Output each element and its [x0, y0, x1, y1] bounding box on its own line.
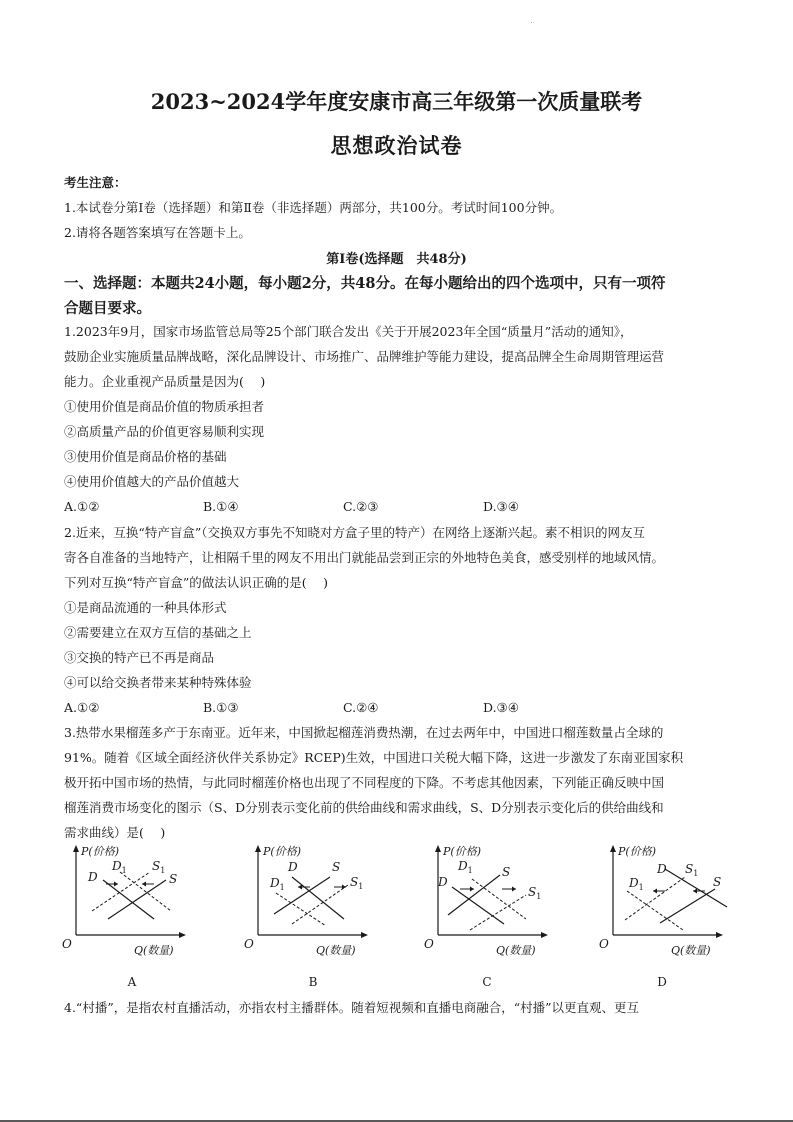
- shift-arrow-supply: [142, 882, 154, 887]
- question-stem: 能力。企业重视产品质量是因为( ): [64, 374, 266, 389]
- label-s1: $S_1$: [528, 885, 542, 901]
- origin-label: O: [424, 937, 434, 951]
- statement: ①使用价值是商品价值的物质承担者: [64, 399, 265, 414]
- label-s: S: [713, 875, 722, 889]
- question-stem: 91%。随着《区域全面经济伙伴关系协定》RCEP)生效，中国进口关税大幅下降，这进一步激发了东南亚国家积: [64, 750, 684, 765]
- axes: [255, 845, 368, 938]
- option-b: B.①④: [203, 499, 239, 514]
- label-s1: $S_1$: [685, 862, 699, 878]
- question-4-stem: 4.“村播”，是指农村直播活动，亦指农村主播群体。随着短视频和直播电商融合，“村播”以更直观、更互: [64, 1000, 639, 1015]
- graph-a: [62, 843, 248, 957]
- demand-curve-d1: [472, 879, 526, 919]
- x-axis-label: Q(数量): [316, 944, 356, 957]
- option-d: D.③④: [483, 700, 519, 715]
- supply-curve-s1: [292, 885, 348, 924]
- section-heading: 第Ⅰ卷(选择题 共48分): [326, 252, 467, 267]
- y-axis-label: P(价格): [81, 845, 119, 858]
- label-d: D: [438, 875, 448, 889]
- origin-label: O: [244, 937, 254, 951]
- question-stem: 需求曲线）是( ): [64, 825, 166, 840]
- question-stem: 3.热带水果榴莲多产于东南亚。近年来，中国掀起榴莲消费热潮，在过去两年中，中国进口榴莲数量占全球的: [64, 725, 664, 740]
- label-d1: $D_1$: [270, 876, 285, 892]
- x-axis-label: Q(数量): [496, 944, 536, 957]
- origin-label: O: [599, 937, 609, 951]
- option-c: C.②④: [343, 700, 379, 715]
- exam-title: 2023~2024学年度安康市高三年级第一次质量联考: [150, 89, 643, 114]
- label-s1: $S_1$: [152, 859, 166, 875]
- axes: [73, 845, 186, 938]
- option-d: D.③④: [483, 499, 519, 514]
- supply-demand-diagram: [62, 843, 248, 957]
- graph-option-label: A: [127, 975, 137, 989]
- graph-b: [244, 843, 430, 957]
- shift-arrow-demand: [106, 882, 118, 887]
- supply-curve-s: [660, 889, 715, 923]
- option-b: B.①③: [203, 700, 239, 715]
- label-s: S: [502, 865, 511, 879]
- statement: ②需要建立在双方互信的基础之上: [64, 625, 252, 640]
- question-stem: 鼓励企业实施质量品牌战略，深化品牌设计、市场推广、品牌维护等能力建设，提高品牌全生命周期管理运营: [64, 349, 665, 364]
- origin-label: O: [62, 937, 72, 951]
- label-s1: $S_1$: [350, 875, 364, 891]
- statement: ③交换的特产已不再是商品: [64, 650, 215, 665]
- shift-arrow-demand: [460, 887, 474, 892]
- label-d1: $D_1$: [112, 859, 127, 875]
- graph-option-label: B: [308, 975, 318, 989]
- notice-heading: 考生注意：: [64, 175, 127, 190]
- statement: ④可以给交换者带来某种特殊体验: [64, 675, 252, 690]
- label-d: D: [657, 862, 667, 876]
- statement: ①是商品流通的一种具体形式: [64, 600, 227, 615]
- question-stem: 寄各自准备的当地特产，让相隔千里的网友不用出门就能品尝到正宗的外地特色美食，感受别样的地域风情。: [64, 550, 665, 565]
- supply-curve-s: [108, 880, 166, 919]
- demand-curve-d1: [627, 891, 683, 930]
- demand-curve-d: [103, 880, 154, 919]
- label-d: D: [288, 860, 298, 874]
- shift-arrow-demand: [298, 885, 310, 890]
- option-a: A.①②: [64, 700, 100, 715]
- supply-demand-diagram: [424, 843, 610, 957]
- label-d1: $D_1$: [458, 859, 473, 875]
- scan-speck: [531, 22, 532, 23]
- shift-arrow-supply: [502, 887, 516, 892]
- graph-d: [599, 843, 785, 957]
- statement: ③使用价值是商品价格的基础: [64, 449, 227, 464]
- supply-demand-diagram: [599, 843, 785, 957]
- x-axis-label: Q(数量): [671, 944, 711, 957]
- graph-c: [424, 843, 610, 957]
- statement: ④使用价值越大的产品价值越大: [64, 474, 240, 489]
- notice-item: 2.请将各题答案填写在答题卡上。: [64, 225, 251, 240]
- question-stem: 榴莲消费市场变化的图示（S、D分别表示变化前的供给曲线和需求曲线，S、D分别表示变化后的供给曲线和: [64, 800, 664, 815]
- demand-curve-d: [292, 877, 344, 919]
- question-stem: 极开拓中国市场的热情，与此同时榴莲价格也出现了不同程度的下降。不考虑其他因素，下列能正确反映中国: [64, 775, 665, 790]
- exam-subtitle: 思想政治试卷: [330, 133, 463, 158]
- question-stem: 1.2023年9月，国家市场监管总局等25个部门联合发出《关于开展2023年全国“质量月”活动的通知》，: [64, 324, 633, 339]
- question-stem: 下列对互换“特产盲盒”的做法认识正确的是( ): [64, 575, 329, 590]
- label-s: S: [169, 872, 178, 886]
- notice-item: 1.本试卷分第Ⅰ卷（选择题）和第Ⅱ卷（非选择题）两部分，共100分。考试时间100分钟。: [64, 200, 563, 215]
- option-c: C.②③: [343, 499, 379, 514]
- shift-arrow-supply: [334, 885, 346, 890]
- graph-option-label: D: [657, 975, 667, 989]
- y-axis-label: P(价格): [263, 845, 301, 858]
- section-instructions: 合题目要求。: [64, 300, 151, 317]
- question-stem: 2.近来，互换“特产盲盒”（交换双方事先不知晓对方盒子里的特产）在网络上逐渐兴起。素不相识的网友互: [64, 525, 645, 540]
- supply-demand-diagram: [244, 843, 430, 957]
- label-s: S: [332, 860, 341, 874]
- graph-option-label: C: [482, 975, 492, 989]
- y-axis-label: P(价格): [618, 845, 656, 858]
- label-d: D: [88, 870, 98, 884]
- x-axis-label: Q(数量): [134, 944, 174, 957]
- label-d1: $D_1$: [629, 876, 644, 892]
- section-instructions: 一、选择题：本题共24小题，每小题2分，共48分。在每小题给出的四个选项中，只有一项符: [64, 275, 666, 292]
- supply-curve-s1: [92, 872, 150, 911]
- option-a: A.①②: [64, 499, 100, 514]
- y-axis-label: P(价格): [443, 845, 481, 858]
- statement: ②高质量产品的价值更容易顺利实现: [64, 424, 265, 439]
